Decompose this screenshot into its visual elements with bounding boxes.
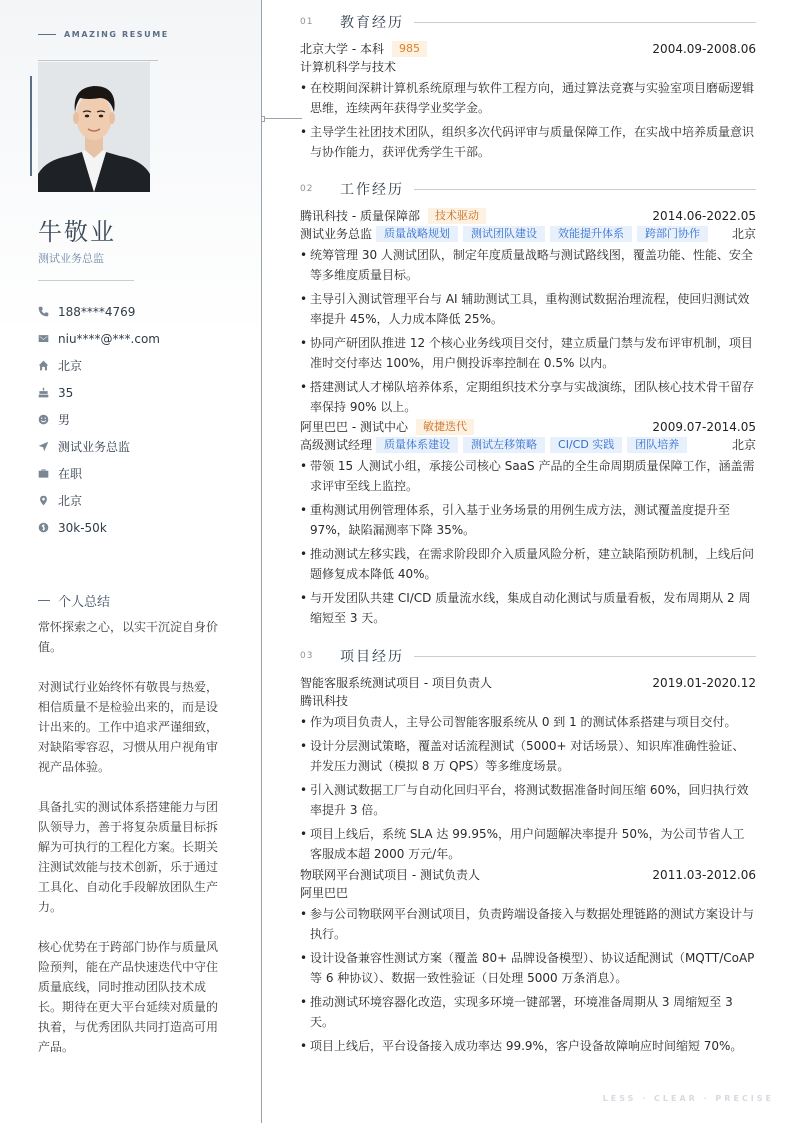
company-badge: 技术驱动 [428, 208, 486, 224]
education-heading [300, 12, 756, 32]
contact-salary-text: 30k-50k [58, 520, 107, 535]
contact-status-text: 在职 [58, 467, 83, 481]
company-name: 阿里巴巴 - 测试中心 [300, 420, 408, 434]
bullet-item: • 协同产研团队推进 12 个核心业务线项目交付，建立质量门禁与发布评审机制，项目准时交付率达 100%，用户侧投诉率控制在 0.5% 以内。 [300, 333, 756, 373]
contact-gender-text: 男 [58, 413, 71, 427]
skill-tag: 团队培养 [627, 437, 687, 453]
skill-tag: 跨部门协作 [637, 226, 708, 242]
bullet-item: • 主导学生社团技术团队，组织多次代码评审与质量保障工作，在实战中培养质量意识与协作能力，获评优秀学生干部。 [300, 122, 756, 162]
contact-age-text: 35 [58, 385, 74, 400]
summary-dash [38, 600, 50, 601]
work-row [300, 418, 756, 436]
contact-phone-text: 188****4769 [58, 304, 136, 319]
location-pin-icon [38, 495, 58, 506]
project-company: 阿里巴巴 [300, 886, 349, 900]
education-row [300, 40, 756, 58]
contact-location [38, 487, 160, 514]
section-rule [414, 22, 756, 23]
project-row [300, 674, 756, 692]
work-position-row [300, 225, 756, 243]
photo-frame-line [38, 60, 158, 61]
project-date: 2011.03-2012.06 [652, 868, 756, 882]
section-title: 教育经历 [340, 15, 404, 31]
sidebar [0, 0, 262, 1123]
contact-home [38, 352, 160, 379]
project-item [300, 674, 756, 868]
section-rule [414, 189, 756, 190]
contact-target-role-text: 测试业务总监 [58, 440, 131, 454]
smile-icon [38, 414, 58, 425]
work-city: 北京 [731, 438, 756, 452]
contact-gender [38, 406, 160, 433]
contact-email-text: niu****@***.com [58, 331, 160, 346]
skill-tag: 质量战略规划 [376, 226, 458, 242]
summary-title: 个人总结 [58, 595, 111, 610]
work-item [300, 207, 756, 421]
footer-motto: LESS · CLEAR · PRECISE [602, 1094, 774, 1103]
skill-tag: 测试团队建设 [463, 226, 545, 242]
project-name: 物联网平台测试项目 - 测试负责人 [300, 868, 480, 882]
project-item [300, 866, 756, 1060]
tag-list [376, 437, 692, 453]
bullet-item: • 与开发团队共建 CI/CD 质量流水线，集成自动化测试与质量看板，发布周期从 2 周缩短至 3 天。 [300, 588, 756, 628]
avatar-illustration [38, 62, 150, 192]
tag-list [376, 226, 713, 242]
profile-name: 牛敬业 [38, 218, 116, 246]
work-position-row [300, 436, 756, 454]
skill-tag: 测试左移策略 [463, 437, 545, 453]
work-city: 北京 [731, 227, 756, 241]
position-title: 测试业务总监 [300, 227, 373, 241]
bullet-item: • 带领 15 人测试小组，承接公司核心 SaaS 产品的全生命周期质量保障工作，涵盖需求评审至线上监控。 [300, 456, 756, 496]
contact-target-role [38, 433, 160, 460]
summary-heading [38, 591, 110, 610]
section-number: 02 [300, 184, 314, 194]
school-name: 北京大学 - 本科 [300, 42, 384, 56]
contact-salary [38, 514, 160, 541]
section-title: 工作经历 [340, 182, 404, 198]
briefcase-icon [38, 468, 58, 479]
photo-accent-bar [30, 76, 32, 176]
home-icon [38, 360, 58, 371]
bullet-item: • 推动测试左移实践，在需求阶段即介入质量风险分析，建立缺陷预防机制，上线后问题修复成本降低 40%。 [300, 544, 756, 584]
bullet-item: • 统筹管理 30 人测试团队，制定年度质量战略与测试路线图，覆盖功能、性能、安全等多维度质量目标。 [300, 245, 756, 285]
contact-status [38, 460, 160, 487]
work-date: 2014.06-2022.05 [652, 209, 756, 223]
page-tick-line [262, 118, 302, 119]
bullet-item: • 在校期间深耕计算机系统原理与软件工程方向，通过算法竞赛与实验室项目磨砺逻辑思维，连续两年获得学业奖学金。 [300, 78, 756, 118]
profile-role: 测试业务总监 [38, 252, 104, 265]
bullet-item: • 重构测试用例管理体系，引入基于业务场景的用例生成方法，测试覆盖度提升至 97%，缺陷漏测率下降 35%。 [300, 500, 756, 540]
project-row [300, 866, 756, 884]
contact-phone [38, 298, 160, 325]
summary-paragraph: 对测试行业始终怀有敬畏与热爱，相信质量不是检验出来的，而是设计出来的。工作中追求严谨细致，对缺陷零容忍，习惯从用户视角审视产品体验。 [38, 680, 219, 774]
profile-photo [38, 62, 150, 192]
summary-text [38, 617, 222, 1077]
skill-tag: 效能提升体系 [550, 226, 632, 242]
summary-paragraph: 常怀探索之心，以实干沉淀自身价值。 [38, 620, 219, 654]
contact-email [38, 325, 160, 352]
education-date: 2004.09-2008.06 [652, 42, 756, 56]
project-date: 2019.01-2020.12 [652, 676, 756, 690]
bullet-item: • 参与公司物联网平台测试项目，负责跨端设备接入与数据处理链路的测试方案设计与执行。 [300, 904, 756, 944]
phone-icon [38, 306, 58, 317]
section-number: 01 [300, 17, 314, 27]
bullet-item: • 主导引入测试管理平台与 AI 辅助测试工具，重构测试数据治理流程，使回归测试效率提升 45%，人力成本降低 25%。 [300, 289, 756, 329]
name-divider [38, 280, 134, 281]
work-heading [300, 179, 756, 199]
bullet-item: • 项目上线后，平台设备接入成功率达 99.9%，客户设备故障响应时间缩短 70%。 [300, 1036, 756, 1056]
project-bullets [300, 712, 756, 864]
contact-age [38, 379, 160, 406]
skill-tag: CI/CD 实践 [550, 437, 622, 453]
project-company: 腾讯科技 [300, 694, 349, 708]
brand [38, 30, 169, 39]
company-name: 腾讯科技 - 质量保障部 [300, 209, 420, 223]
school-badge: 985 [392, 41, 427, 57]
contact-home-text: 北京 [58, 359, 83, 373]
work-bullets [300, 245, 756, 417]
send-icon [38, 441, 58, 452]
cake-icon [38, 387, 58, 398]
mail-icon [38, 333, 58, 344]
education-item [300, 40, 756, 166]
bullet-item: • 搭建测试人才梯队培养体系，定期组织技术分享与实战演练，团队核心技术骨干留存率保持 90% 以上。 [300, 377, 756, 417]
money-icon [38, 522, 58, 533]
bullet-item: • 设计分层测试策略，覆盖对话流程测试（5000+ 对话场景）、知识库准确性验证、并发压力测试（模拟 8 万 QPS）等多维度场景。 [300, 736, 756, 776]
summary-paragraph: 核心优势在于跨部门协作与质量风险预判，能在产品快速迭代中守住质量底线，同时推动团队技术成长。期待在更大平台延续对质量的执着，与优秀团队共同打造高可用产品。 [38, 940, 219, 1054]
section-title: 项目经历 [340, 649, 404, 665]
skill-tag: 质量体系建设 [376, 437, 458, 453]
project-name: 智能客服系统测试项目 - 项目负责人 [300, 676, 492, 690]
summary-paragraph: 具备扎实的测试体系搭建能力与团队领导力，善于将复杂质量目标拆解为可执行的工程化方案。长期关注测试效能与技术创新，乐于通过工具化、自动化手段解放团队生产力。 [38, 800, 219, 914]
section-number: 03 [300, 651, 314, 661]
section-rule [414, 656, 756, 657]
projects-heading [300, 646, 756, 666]
brand-line [38, 34, 56, 35]
work-bullets [300, 456, 756, 628]
work-date: 2009.07-2014.05 [652, 420, 756, 434]
bullet-item: • 设计设备兼容性测试方案（覆盖 80+ 品牌设备模型）、协议适配测试（MQTT/CoAP 等 6 种协议）、数据一致性验证（日处理 5000 万条消息）。 [300, 948, 756, 988]
work-item [300, 418, 756, 632]
page-tick-mark [261, 116, 265, 122]
contact-list [38, 298, 160, 541]
project-bullets [300, 904, 756, 1056]
contact-location-text: 北京 [58, 494, 83, 508]
brand-title: AMAZING RESUME [64, 30, 169, 39]
company-badge: 敏捷迭代 [416, 419, 474, 435]
bullet-item: • 推动测试环境容器化改造，实现多环境一键部署，环境准备周期从 3 周缩短至 3 天。 [300, 992, 756, 1032]
bullet-item: • 项目上线后，系统 SLA 达 99.95%，用户问题解决率提升 50%，为公司节省人工客服成本超 2000 万元/年。 [300, 824, 756, 864]
education-bullets [300, 78, 756, 162]
bullet-item: • 作为项目负责人，主导公司智能客服系统从 0 到 1 的测试体系搭建与项目交付。 [300, 712, 756, 732]
education-major: 计算机科学与技术 [300, 60, 397, 74]
work-row [300, 207, 756, 225]
position-title: 高级测试经理 [300, 438, 373, 452]
bullet-item: • 引入测试数据工厂与自动化回归平台，将测试数据准备时间压缩 60%，回归执行效率提升 3 倍。 [300, 780, 756, 820]
